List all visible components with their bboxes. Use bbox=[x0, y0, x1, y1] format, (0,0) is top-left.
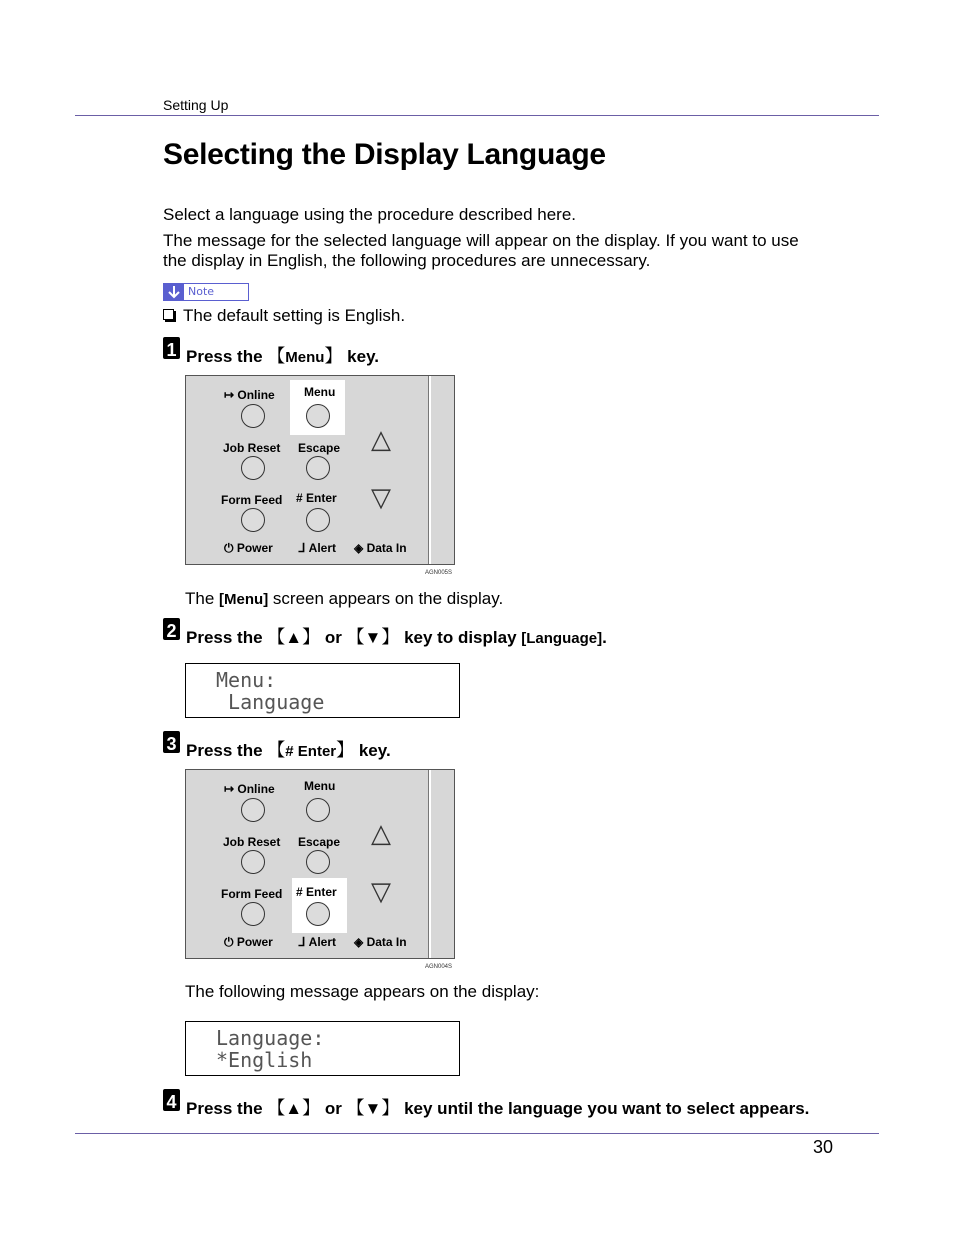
menu-label: Menu bbox=[304, 779, 336, 793]
enter-button[interactable] bbox=[306, 508, 330, 532]
intro-paragraph-1: Select a language using the procedure described here. bbox=[163, 205, 577, 224]
online-button[interactable] bbox=[241, 798, 265, 822]
alert-label: ᒧ Alert bbox=[298, 541, 336, 555]
form-feed-label: Form Feed bbox=[221, 493, 283, 507]
escape-label: Escape bbox=[298, 441, 341, 455]
note-item bbox=[163, 306, 405, 326]
menu-button[interactable] bbox=[306, 798, 330, 822]
power-label: ⏻ Power bbox=[224, 541, 273, 555]
down-key-icon: ▼ bbox=[364, 628, 382, 647]
enter-button[interactable] bbox=[306, 902, 330, 926]
up-triangle-icon[interactable]: △ bbox=[371, 424, 391, 454]
escape-label: Escape bbox=[298, 835, 341, 849]
job-reset-label: Job Reset bbox=[223, 835, 281, 849]
control-panel-enter-highlight bbox=[185, 769, 455, 970]
running-header: Setting Up bbox=[163, 97, 229, 113]
enter-label: # Enter bbox=[296, 885, 337, 899]
up-key-icon: ▲ bbox=[285, 628, 303, 647]
step-number-4: 4 bbox=[163, 1089, 180, 1111]
up-triangle-icon[interactable]: △ bbox=[371, 818, 391, 848]
note-badge bbox=[163, 283, 249, 301]
menu-label: Menu bbox=[304, 385, 336, 399]
page-number: 30 bbox=[813, 1137, 834, 1157]
down-triangle-icon[interactable]: ▽ bbox=[371, 876, 391, 906]
lcd-display-language: Language: *English bbox=[185, 1021, 460, 1076]
form-feed-label: Form Feed bbox=[221, 887, 283, 901]
data-in-label: ◈ Data In bbox=[354, 935, 407, 949]
footer-rule bbox=[75, 1133, 879, 1134]
page-title: Selecting the Display Language bbox=[163, 138, 606, 171]
figure-code: AGN004S bbox=[424, 964, 452, 970]
form-feed-button[interactable] bbox=[241, 902, 265, 926]
down-key-icon: ▼ bbox=[364, 1099, 382, 1118]
form-feed-button[interactable] bbox=[241, 508, 265, 532]
enter-key-label: # Enter bbox=[285, 743, 337, 760]
step-number-3: 3 bbox=[163, 731, 180, 753]
step-number-2: 2 bbox=[163, 618, 180, 640]
note-label: Note bbox=[188, 285, 215, 298]
data-in-label: ◈ Data In bbox=[354, 541, 407, 555]
power-label: ⏻ Power bbox=[224, 935, 273, 949]
job-reset-button[interactable] bbox=[241, 850, 265, 874]
step-3-result: The following message appears on the display: bbox=[185, 982, 540, 1001]
escape-button[interactable] bbox=[306, 456, 330, 480]
step-1-text: Press the 【Menu】 key. bbox=[186, 346, 379, 366]
step-4-text: Press the 【▲】 or 【▼】 key until the language you want to select appears. bbox=[186, 1098, 810, 1118]
lcd-display-menu: Menu: Language bbox=[185, 663, 460, 718]
note-item-text: The default setting is English. bbox=[183, 306, 406, 325]
checkbox-bullet-icon bbox=[163, 309, 174, 320]
alert-label: ᒧ Alert bbox=[298, 935, 336, 949]
step-1-result: The [Menu] screen appears on the display. bbox=[185, 589, 504, 608]
job-reset-label: Job Reset bbox=[223, 441, 281, 455]
enter-label: # Enter bbox=[296, 491, 337, 505]
figure-code: AGN005S bbox=[424, 570, 452, 576]
down-arrow-icon bbox=[164, 284, 184, 300]
online-label: ↦ Online bbox=[224, 388, 275, 402]
control-panel-menu-highlight bbox=[185, 375, 455, 576]
online-button[interactable] bbox=[241, 404, 265, 428]
escape-button[interactable] bbox=[306, 850, 330, 874]
menu-button[interactable] bbox=[306, 404, 330, 428]
step-number-1: 1 bbox=[163, 337, 180, 359]
step-3-text: Press the 【# Enter】 key. bbox=[186, 740, 391, 760]
menu-key-label: Menu bbox=[285, 349, 325, 366]
intro-paragraph-2: The message for the selected language will appear on the display. If you want to use the display in English, the following procedures are unnecessary. bbox=[163, 231, 799, 270]
online-label: ↦ Online bbox=[224, 782, 275, 796]
header-rule bbox=[75, 115, 879, 116]
step-2-text: Press the 【▲】 or 【▼】 key to display [Language]. bbox=[186, 627, 607, 647]
down-triangle-icon[interactable]: ▽ bbox=[371, 482, 391, 512]
job-reset-button[interactable] bbox=[241, 456, 265, 480]
up-key-icon: ▲ bbox=[285, 1099, 303, 1118]
